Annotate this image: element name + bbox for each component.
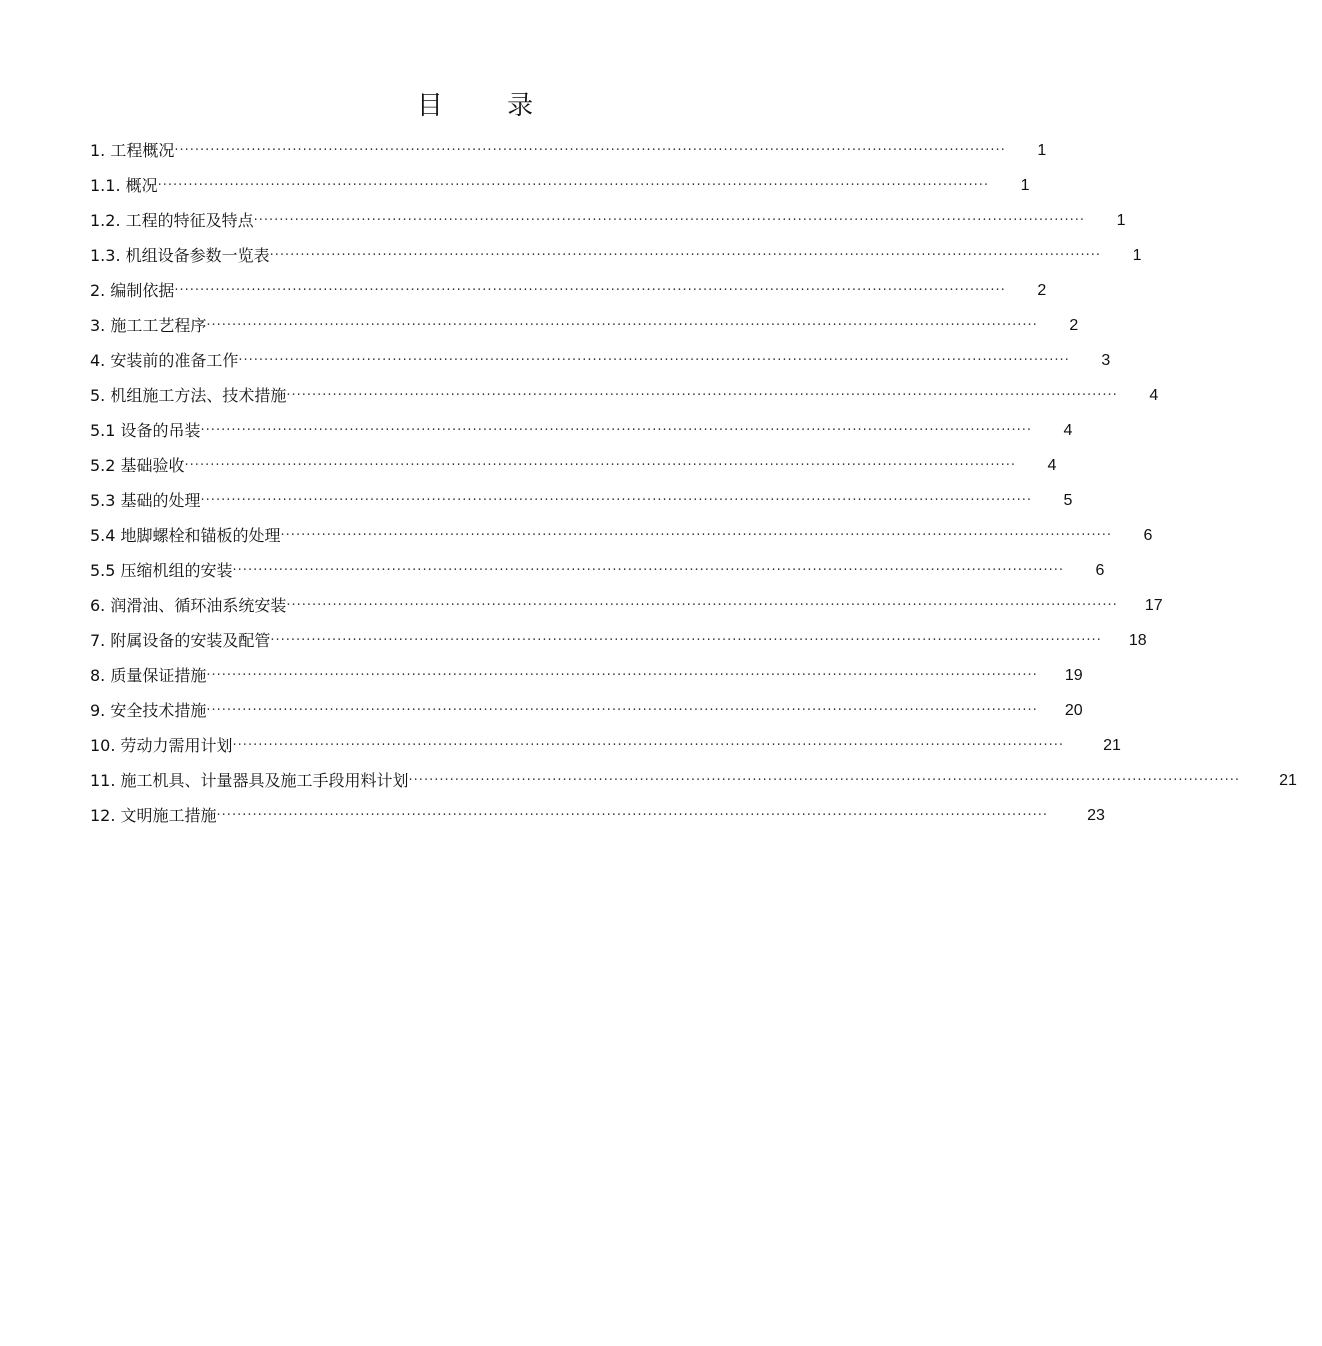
- toc-leader-dots: ··································································································································································: [232, 737, 1064, 753]
- toc-entry[interactable]: [90, 588, 1163, 623]
- toc-entry-page: 1: [1116, 211, 1126, 229]
- toc-leader-dots: ··································································································································································: [174, 282, 1006, 298]
- toc-entry-page: 21: [1279, 771, 1297, 789]
- toc-entry[interactable]: [90, 308, 1079, 343]
- toc-entry-page: 19: [1064, 666, 1083, 684]
- toc-entry-page: 6: [1143, 526, 1153, 544]
- toc-entry[interactable]: [90, 728, 1121, 763]
- toc-leader-dots: ··································································································································································: [286, 597, 1118, 613]
- toc-entry[interactable]: [90, 168, 1030, 203]
- toc-entry-label: 8. 质量保证措施: [90, 665, 207, 685]
- toc-entry[interactable]: [90, 448, 1057, 483]
- toc-entry-label: 1. 工程概况: [90, 140, 175, 160]
- toc-entry-label: 1.1. 概况: [90, 175, 158, 195]
- toc-entry[interactable]: [90, 623, 1147, 658]
- toc-leader-dots: ··································································································································································: [206, 702, 1038, 718]
- toc-entry-label: 1.2. 工程的特征及特点: [90, 210, 254, 230]
- toc-leader-dots: ··································································································································································: [238, 352, 1070, 368]
- toc-entry-page: 4: [1047, 456, 1057, 474]
- toc-entry[interactable]: [90, 378, 1159, 413]
- toc-entry-label: 10. 劳动力需用计划: [90, 735, 233, 755]
- toc-leader-dots: ··································································································································································: [200, 422, 1032, 438]
- toc-leader-dots: ··································································································································································: [269, 247, 1102, 263]
- toc-entry-page: 2: [1069, 316, 1079, 334]
- toc-entry-label: 5.5 压缩机组的安装: [90, 560, 233, 580]
- toc-entry-label: 5.4 地脚螺栓和锚板的处理: [90, 525, 281, 545]
- toc-entry-label: 1.3. 机组设备参数一览表: [90, 245, 270, 265]
- toc-entry-page: 21: [1103, 736, 1121, 754]
- toc-entry-label: 7. 附属设备的安装及配管: [90, 630, 271, 650]
- toc-entry-label: 5.1 设备的吊装: [90, 420, 201, 440]
- toc-entry[interactable]: [90, 483, 1073, 518]
- toc-entry-page: 1: [1020, 176, 1030, 194]
- toc-entry-page: 1: [1132, 246, 1142, 264]
- toc-entry[interactable]: [90, 238, 1142, 273]
- toc-leader-dots: ··································································································································································: [200, 492, 1032, 508]
- toc-leader-dots: ··································································································································································: [408, 772, 1240, 788]
- toc-entry-label: 4. 安装前的准备工作: [90, 350, 239, 370]
- toc-entry[interactable]: [90, 693, 1083, 728]
- toc-leader-dots: ··································································································································································: [280, 527, 1112, 543]
- toc-leader-dots: ··································································································································································: [206, 317, 1038, 333]
- toc-entry[interactable]: [90, 658, 1083, 693]
- toc-leader-dots: ··································································································································································: [216, 807, 1048, 823]
- toc-entry-label: 5. 机组施工方法、技术措施: [90, 385, 287, 405]
- toc-entry-page: 6: [1095, 561, 1105, 579]
- toc-entry-label: 2. 编制依据: [90, 280, 175, 300]
- toc-entry-page: 5: [1063, 491, 1073, 509]
- toc-entry-page: 23: [1087, 806, 1105, 824]
- toc-entry-page: 4: [1063, 421, 1073, 439]
- toc-leader-dots: ··································································································································································: [184, 457, 1016, 473]
- toc-leader-dots: ··································································································································································: [174, 142, 1006, 158]
- toc-entry-label: 12. 文明施工措施: [90, 805, 217, 825]
- toc-leader-dots: ··································································································································································: [270, 632, 1102, 648]
- toc-entry-page: 1: [1037, 141, 1047, 159]
- toc-entry[interactable]: [90, 133, 1047, 168]
- toc-leader-dots: ··································································································································································: [157, 177, 990, 193]
- toc-entry[interactable]: [90, 203, 1126, 238]
- toc-entry-page: 17: [1144, 596, 1163, 614]
- toc-entry[interactable]: [90, 553, 1105, 588]
- toc-entry-label: 6. 润滑油、循环油系统安装: [90, 595, 287, 615]
- toc-entry-page: 3: [1101, 351, 1111, 369]
- toc-entry[interactable]: [90, 798, 1105, 833]
- toc-leader-dots: ··································································································································································: [206, 667, 1038, 683]
- toc-entry[interactable]: [90, 343, 1111, 378]
- toc-entry[interactable]: [90, 413, 1073, 448]
- toc-leader-dots: ··································································································································································: [286, 387, 1118, 403]
- toc-entry-label: 3. 施工工艺程序: [90, 315, 207, 335]
- toc-leader-dots: ··································································································································································: [253, 212, 1086, 228]
- toc-entry[interactable]: [90, 518, 1153, 553]
- toc-entry-label: 11. 施工机具、计量器具及施工手段用料计划: [90, 770, 409, 790]
- toc-entry[interactable]: [90, 763, 1297, 798]
- toc-leader-dots: ··································································································································································: [232, 562, 1064, 578]
- toc-title: 目 录: [416, 91, 562, 121]
- toc-entry-page: 2: [1037, 281, 1047, 299]
- toc-entry-label: 5.2 基础验收: [90, 455, 185, 475]
- toc-entry-page: 20: [1064, 701, 1083, 719]
- toc-entry-label: 5.3 基础的处理: [90, 490, 201, 510]
- toc-list: [90, 133, 1297, 833]
- toc-entry-page: 18: [1128, 631, 1147, 649]
- toc-entry[interactable]: [90, 273, 1047, 308]
- toc-entry-label: 9. 安全技术措施: [90, 700, 207, 720]
- toc-entry-page: 4: [1149, 386, 1159, 404]
